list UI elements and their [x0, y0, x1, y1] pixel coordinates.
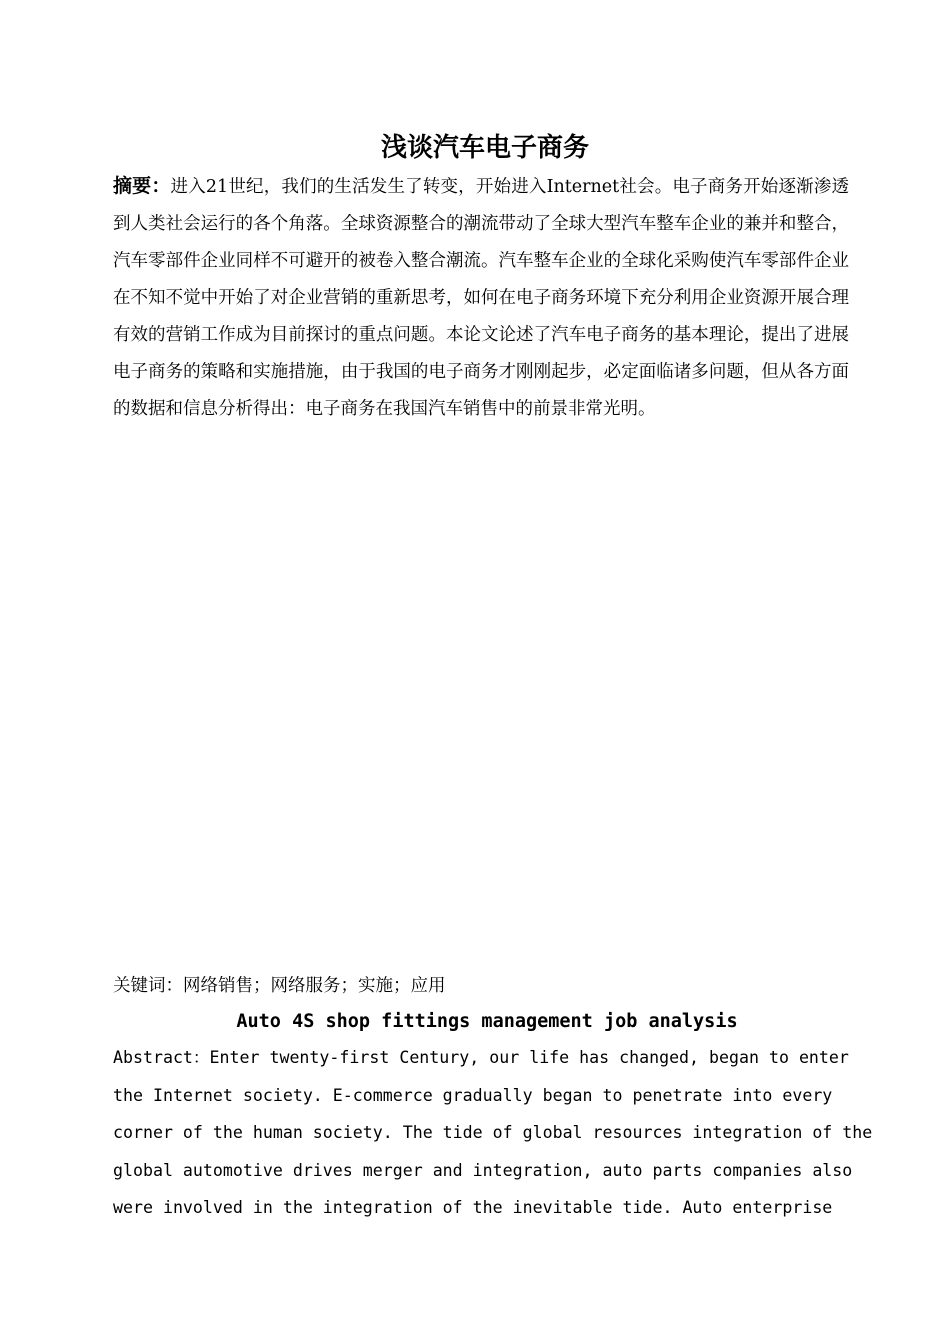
abstract-body: 进入21世纪，我们的生活发生了转变，开始进入Internet社会。电子商务开始逐渐渗透到人类社会运行的各个角落。全球资源整合的潮流带动了全球大型汽车整车企业的兼并和整合，汽车零部件企业同样不可避开的被卷入整合潮流。汽车整车企业的全球化采购使汽车零部件企业在不知不觉中开始了对企业营销的重新思考，如何在电子商务环境下充分利用企业资源开展合理有效的营销工作成为目前探讨的重点问题。本论文论述了汽车电子商务的基本理论，提出了进展电子商务的策略和实施措施，由于我国的电子商务才刚刚起步，必定面临诸多问题，但从各方面的数据和信息分析得出：电子商务在我国汽车销售中的前景非常光明。	[113, 177, 849, 419]
english-title: Auto 4S shop fittings management job analysis	[236, 1011, 738, 1032]
chinese-abstract	[113, 168, 849, 428]
document-title: 浅谈汽车电子商务	[380, 133, 589, 163]
abstract-label: 摘要：	[113, 175, 171, 197]
english-abstract-line: Abstract：Enter twenty-first Century, our life has changed, began to enter	[113, 1048, 849, 1067]
english-abstract-line: global automotive drives merger and integration, auto parts companies also	[113, 1160, 853, 1180]
english-abstract-line: corner of the human society. The tide of global resources integration of the	[113, 1123, 873, 1142]
english-abstract	[113, 1039, 873, 1227]
english-abstract-line: were involved in the integration of the inevitable tide. Auto enterprise	[113, 1198, 833, 1217]
keywords: 关键词：网络销售；网络服务；实施；应用	[113, 976, 446, 996]
english-abstract-line: the Internet society. E-commerce gradually began to penetrate into every	[113, 1085, 833, 1105]
